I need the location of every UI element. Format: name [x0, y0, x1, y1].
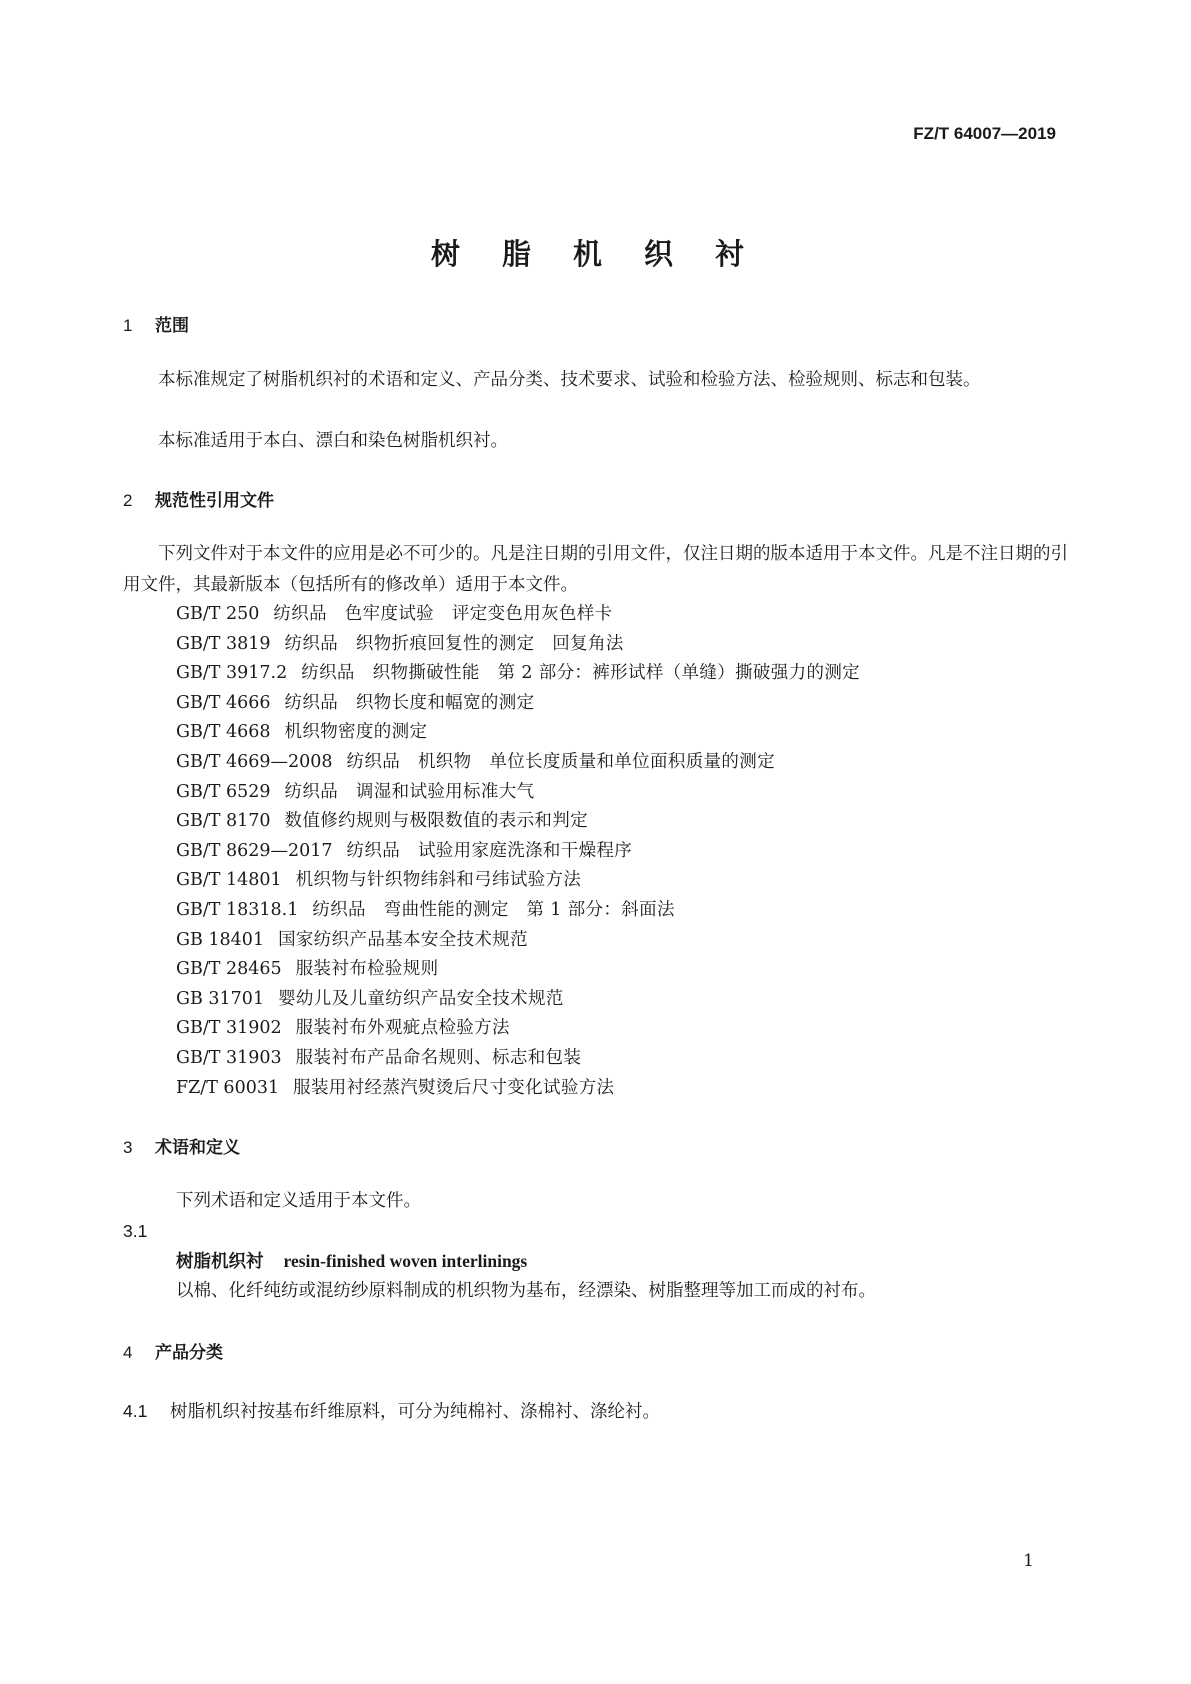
reference-code: GB/T 6529 [176, 781, 271, 802]
reference-code: GB/T 250 [176, 604, 260, 624]
reference-title: 机织物与针织物纬斜和弓纬试验方法 [295, 870, 582, 891]
section-number: 1 [123, 316, 133, 335]
section-2-heading [123, 486, 274, 511]
reference-code: GB/T 3819 [176, 633, 271, 654]
section-2-paragraph-1: 下列文件对于本文件的应用是必不可少的。凡是注日期的引用文件，仅注日期的版本适用于本文件。凡是不注日期的引用文件，其最新版本（包括所有的修改单）适用于本文件。 [123, 544, 1068, 595]
reference-item [176, 1043, 581, 1074]
reference-title: 服装衬布检验规则 [295, 959, 439, 980]
standard-code: FZ/T 64007—2019 [913, 124, 1056, 143]
reference-title: 服装用衬经蒸汽熨烫后尺寸变化试验方法 [293, 1077, 615, 1098]
reference-title: 机织物密度的测定 [284, 722, 428, 743]
reference-code: GB/T 8629—2017 [176, 840, 333, 861]
reference-title: 纺织品 试验用家庭洗涤和干燥程序 [346, 840, 633, 861]
section-3-heading [123, 1133, 240, 1158]
reference-item [176, 747, 775, 778]
section-4-heading [123, 1338, 223, 1363]
section-title: 范围 [155, 316, 189, 336]
reference-item [176, 954, 438, 985]
section-number: 4 [123, 1343, 133, 1362]
section-number: 3 [123, 1138, 133, 1157]
reference-title: 国家纺织产品基本安全技术规范 [278, 929, 528, 950]
section-3-paragraph-1: 下列术语和定义适用于本文件。 [176, 1191, 421, 1211]
reference-item [176, 1073, 614, 1104]
reference-item [176, 658, 860, 689]
reference-item [176, 599, 613, 630]
reference-title: 婴幼儿及儿童纺织产品安全技术规范 [278, 988, 564, 1009]
reference-item [176, 806, 588, 837]
reference-code: GB 18401 [176, 929, 265, 950]
reference-title: 服装衬布产品命名规则、标志和包装 [295, 1048, 582, 1068]
term-entry [176, 1246, 527, 1278]
reference-code: GB/T 4669—2008 [176, 752, 333, 772]
term-number: 3.1 [123, 1221, 148, 1241]
reference-code: GB/T 4666 [176, 692, 271, 713]
reference-title: 纺织品 织物长度和幅宽的测定 [284, 692, 535, 713]
reference-item [176, 777, 534, 808]
reference-title: 纺织品 弯曲性能的测定 第 1 部分：斜面法 [312, 900, 675, 920]
term-english: resin-finished woven interlinings [283, 1251, 528, 1271]
section-number: 2 [123, 491, 133, 510]
reference-item [176, 895, 675, 926]
reference-code: GB/T 8170 [176, 811, 271, 832]
reference-title: 服装衬布外观疵点检验方法 [295, 1018, 510, 1039]
section-1-paragraph-1: 本标准规定了树脂机织衬的术语和定义、产品分类、技术要求、试验和检验方法、检验规则、标志和包装。 [158, 370, 981, 390]
section-1-heading [123, 311, 189, 336]
reference-title: 数值修约规则与极限数值的表示和判定 [284, 811, 588, 832]
section-title: 术语和定义 [155, 1138, 240, 1158]
page-number: 1 [1023, 1551, 1034, 1571]
document-title: 树 脂 机 织 衬 [431, 237, 760, 271]
reference-code: GB 31701 [176, 988, 265, 1009]
reference-item [176, 1013, 510, 1044]
clause-text: 树脂机织衬按基布纤维原料，可分为纯棉衬、涤棉衬、涤纶衬。 [170, 1402, 660, 1422]
section-title: 产品分类 [155, 1343, 223, 1363]
reference-item [176, 865, 581, 896]
reference-code: GB/T 3917.2 [176, 663, 288, 684]
term-chinese: 树脂机织衬 [176, 1252, 264, 1272]
reference-item [176, 984, 564, 1015]
reference-item [176, 717, 427, 748]
reference-item [176, 629, 624, 660]
reference-code: GB/T 4668 [176, 722, 271, 743]
reference-code: GB/T 31902 [176, 1018, 282, 1039]
reference-title: 纺织品 织物折痕回复性的测定 回复角法 [284, 633, 624, 654]
reference-item [176, 925, 528, 956]
reference-title: 纺织品 机织物 单位长度质量和单位面积质量的测定 [346, 752, 775, 772]
clause-number: 4.1 [123, 1401, 148, 1421]
section-title: 规范性引用文件 [155, 491, 274, 511]
reference-code: GB/T 28465 [176, 959, 282, 980]
term-definition: 以棉、化纤纯纺或混纺纱原料制成的机织物为基布，经漂染、树脂整理等加工而成的衬布。 [176, 1281, 876, 1301]
reference-title: 纺织品 调湿和试验用标准大气 [284, 781, 535, 802]
reference-title: 纺织品 织物撕破性能 第 2 部分：裤形试样（单缝）撕破强力的测定 [301, 663, 861, 684]
reference-item [176, 688, 534, 719]
reference-title: 纺织品 色牢度试验 评定变色用灰色样卡 [273, 604, 613, 624]
reference-item [176, 836, 632, 867]
reference-code: GB/T 14801 [176, 870, 282, 891]
reference-code: GB/T 31903 [176, 1048, 282, 1068]
clause-4-1 [123, 1396, 660, 1428]
section-1-paragraph-2: 本标准适用于本白、漂白和染色树脂机织衬。 [158, 431, 508, 451]
reference-code: FZ/T 60031 [176, 1077, 280, 1098]
reference-code: GB/T 18318.1 [176, 900, 299, 920]
